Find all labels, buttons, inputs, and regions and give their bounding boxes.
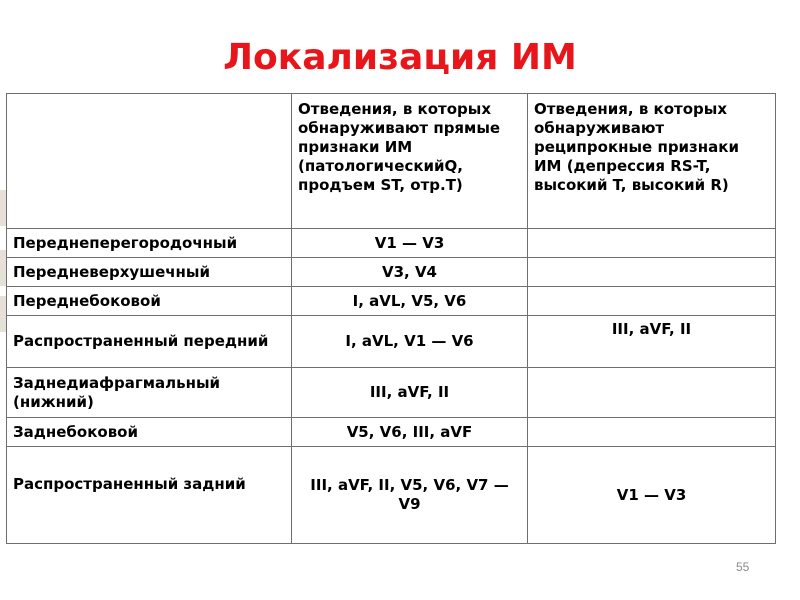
row-localization: Распространенный задний	[7, 447, 292, 544]
row-direct-leads: I, aVL, V5, V6	[292, 287, 528, 316]
table-row	[7, 258, 776, 287]
row-direct-leads: V5, V6, III, aVF	[292, 418, 528, 447]
row-reciprocal-leads: III, aVF, II	[528, 316, 776, 368]
row-localization: Заднедиафрагмальный (нижний)	[7, 368, 292, 418]
row-reciprocal-leads	[528, 229, 776, 258]
row-localization: Заднебоковой	[7, 418, 292, 447]
row-direct-leads: V1 — V3	[292, 229, 528, 258]
row-reciprocal-leads	[528, 287, 776, 316]
table-row	[7, 316, 776, 368]
row-localization: Переднебоковой	[7, 287, 292, 316]
table-header-row	[7, 94, 776, 229]
row-localization: Переднеперегородочный	[7, 229, 292, 258]
header-cell-reciprocal-signs: Отведения, в которых обнаруживают реципрокные признаки ИМ (депрессия RS-T, высокий T, высокий R)	[528, 94, 776, 229]
table-row	[7, 418, 776, 447]
row-direct-leads: III, aVF, II	[292, 368, 528, 418]
table-row	[7, 229, 776, 258]
slide-title: Локализация ИМ	[223, 37, 577, 78]
table-row	[7, 287, 776, 316]
page-number: 55	[736, 560, 750, 574]
table-row	[7, 368, 776, 418]
header-cell-empty	[7, 94, 292, 229]
row-direct-leads: III, aVF, II, V5, V6, V7 — V9	[292, 447, 528, 544]
row-reciprocal-leads	[528, 258, 776, 287]
row-reciprocal-leads: V1 — V3	[528, 447, 776, 544]
row-direct-leads: V3, V4	[292, 258, 528, 287]
row-reciprocal-leads	[528, 368, 776, 418]
table-row	[7, 447, 776, 544]
row-reciprocal-leads	[528, 418, 776, 447]
localization-table	[6, 93, 776, 544]
row-direct-leads: I, aVL, V1 — V6	[292, 316, 528, 368]
header-cell-direct-signs: Отведения, в которых обнаруживают прямые признаки ИМ (патологическийQ, продъем ST, отр.T)	[292, 94, 528, 229]
row-localization: Передневерхушечный	[7, 258, 292, 287]
row-localization: Распространенный передний	[7, 316, 292, 368]
